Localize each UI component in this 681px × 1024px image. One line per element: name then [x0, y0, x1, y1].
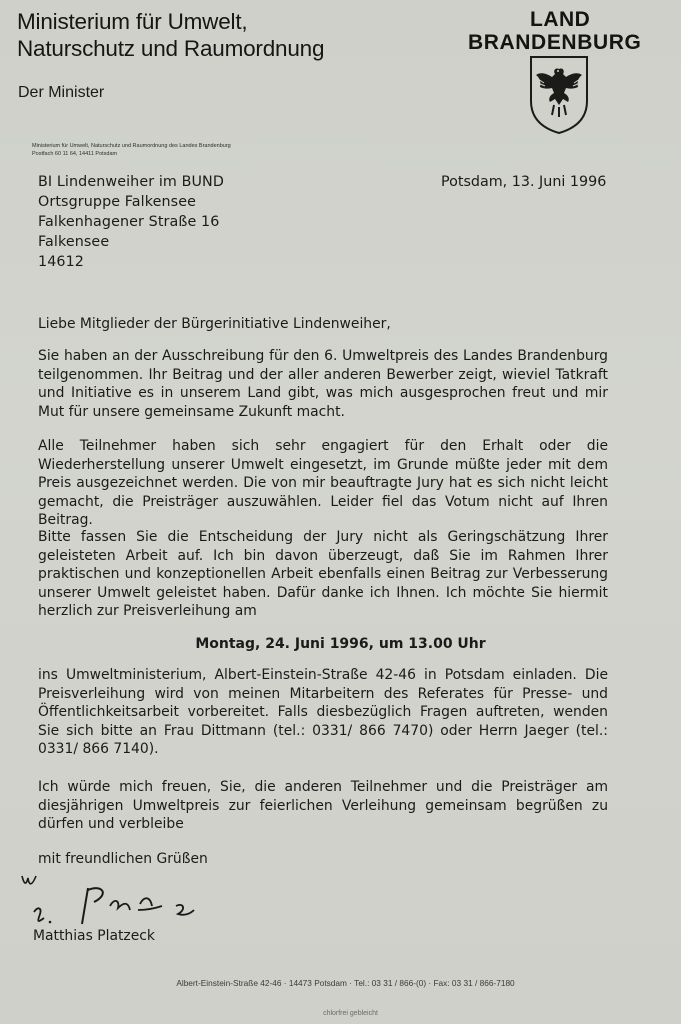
paragraph-1: Sie haben an der Ausschreibung für den 6. Umweltpreis des Landes Brandenburg teilgenommen. Ihr Beitrag und der aller anderen Bewerber zeigt, wieviel Tatkraft und Initiative es in unserem Land gibt, was mich ausgesprochen freut und mir Mut für unsere gemeinsame Zukunft macht. — [38, 348, 608, 420]
recipient-line2: Ortsgruppe Falkensee — [38, 194, 197, 210]
recipient-line1: BI Lindenweiher im BUND — [38, 174, 224, 190]
recipient-address — [38, 172, 224, 272]
closing-phrase: mit freundlichen Grüßen — [38, 851, 208, 867]
handwritten-signature — [14, 866, 214, 936]
salutation: Liebe Mitglieder der Bürgerinitiative Lindenweiher, — [38, 316, 391, 332]
state-logo — [466, 6, 656, 136]
recipient-line3: Falkenhagener Straße 16 — [38, 214, 220, 230]
letter-footer: Albert-Einstein-Straße 42-46 · 14473 Potsdam · Tel.: 03 31 / 866-(0) · Fax: 03 31 / 866-7180 — [176, 978, 515, 988]
paragraph-2: Alle Teilnehmer haben sich sehr engagiert für den Erhalt oder die Wiederherstellung unserer Umwelt eingesetzt, im Grunde müßte jeder mit dem Preis ausgezeichnet werden. Die von mir beauftragte Jury hat es sich nicht leicht gemacht, die Preisträger auszuwählen. Leider fiel das Votum nicht auf Ihren Beitrag. — [38, 438, 608, 529]
ministry-name-line1: Ministerium für Umwelt, — [17, 9, 248, 34]
event-date: Montag, 24. Juni 1996, um 13.00 Uhr — [195, 636, 486, 652]
paper-note: chlorfrei gebleicht — [323, 1010, 378, 1017]
state-logo-line1: LAND — [530, 8, 591, 31]
signer-name: Matthias Platzeck — [33, 928, 155, 944]
eagle-crest-icon — [528, 55, 590, 135]
return-address-line2: Postfach 60 11 64, 14411 Potsdam — [32, 151, 118, 157]
return-address — [32, 142, 231, 158]
minister-title: Der Minister — [18, 84, 105, 101]
state-logo-line2: BRANDENBURG — [468, 31, 642, 54]
ministry-name-line2: Naturschutz und Raumordnung — [17, 36, 325, 61]
ministry-name — [17, 8, 324, 62]
paragraph-5: Ich würde mich freuen, Sie, die anderen Teilnehmer und die Preisträger am diesjährigen Umweltpreis zur feierlichen Verleihung gemeinsam begrüßen zu dürfen und verbleibe — [38, 779, 608, 833]
return-address-line1: Ministerium für Umwelt, Naturschutz und Raumordnung des Landes Brandenburg — [32, 143, 231, 149]
paragraph-4: ins Umweltministerium, Albert-Einstein-Straße 42-46 in Potsdam einladen. Die Preisverleihung wird von meinen Mitarbeitern des Referates für Presse- und Öffentlichkeitsarbeit vorbereitet. Falls diesbezüglich Fragen auftreten, wenden Sie sich bitte an Frau Dittmann (tel.: 0331/ 866 7470) oder Herrn Jaeger (tel.: 0331/ 866 7140). — [38, 667, 608, 758]
recipient-line5: 14612 — [38, 254, 84, 270]
paragraph-3: Bitte fassen Sie die Entscheidung der Jury nicht als Geringschätzung Ihrer geleisteten Arbeit auf. Ich bin davon überzeugt, daß Sie im Rahmen Ihrer praktischen und konzeptionellen Arbeit ebenfalls einen Beitrag zur Verbesserung unserer Umwelt geleistet haben. Dafür danke ich Ihnen. Ich möchte Sie hiermit herzlich zur Preisverleihung am — [38, 529, 608, 620]
letter-date: Potsdam, 13. Juni 1996 — [441, 174, 607, 190]
recipient-line4: Falkensee — [38, 234, 110, 250]
